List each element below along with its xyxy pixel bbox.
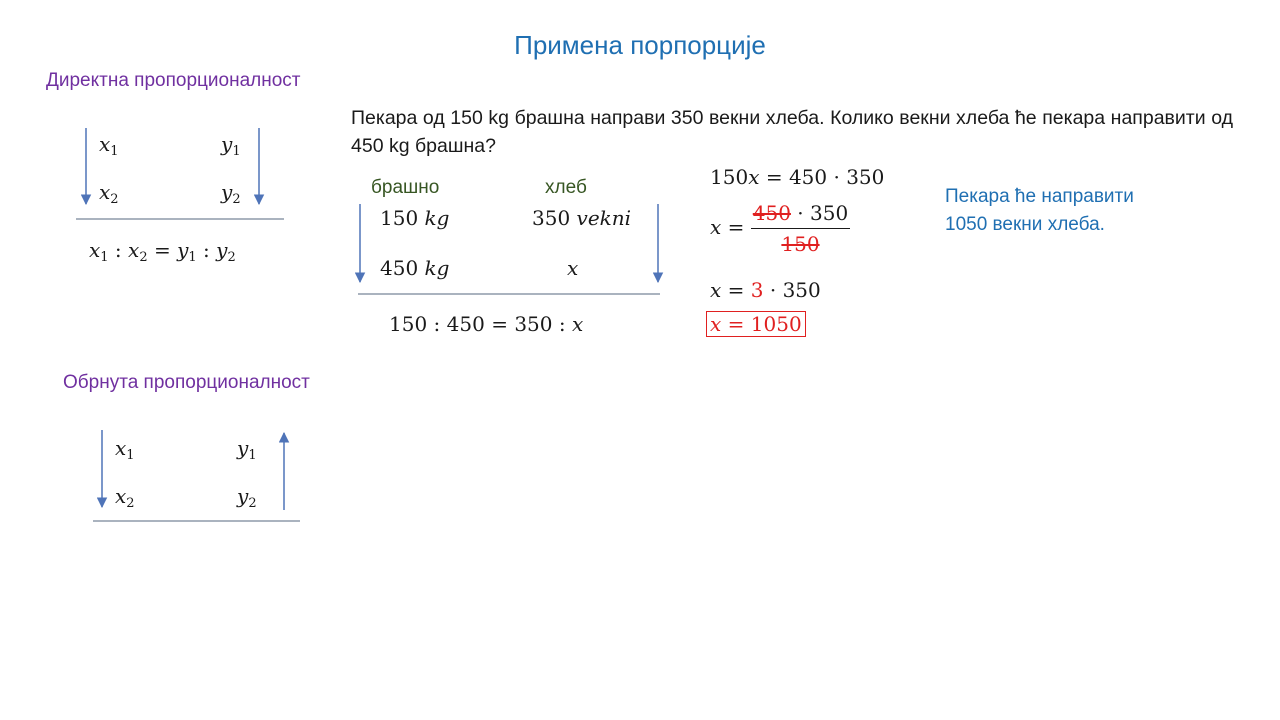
table-proportion: 150 : 450 = 350 : x <box>389 312 584 336</box>
direct-x2: $x_2$ <box>99 180 119 207</box>
table-label-bread: хлеб <box>545 177 587 198</box>
solution-step3: x = 3 · 350 <box>710 278 821 302</box>
struck-150: 150 <box>781 232 820 256</box>
final-answer-box: x = 1050 <box>706 311 806 337</box>
solution-step4 <box>706 312 806 336</box>
struck-450: 450 <box>752 201 791 225</box>
reduced-factor: 3 <box>750 278 764 302</box>
inverse-heading: Обрнута пропорционалност <box>63 372 310 393</box>
inverse-x1: $x_1$ <box>115 436 135 463</box>
solution-step1: 150x = 450 · 350 <box>710 165 885 189</box>
table-r1c1: 150 kg <box>380 206 450 230</box>
answer-line-1: Пекара ће направити <box>945 186 1134 207</box>
inverse-y2: $y_2$ <box>237 484 257 511</box>
direct-y1: $y_1$ <box>221 132 241 159</box>
inverse-y1: $y_1$ <box>237 436 257 463</box>
answer-line-2: 1050 векни хлеба. <box>945 214 1105 235</box>
answer-text <box>945 183 1134 239</box>
problem-text: Пекара од 150 kg брашна направи 350 векни хлеба. Колико векни хлеба ће пекара направити од 450 kg брашна? <box>351 107 1233 157</box>
solution-fraction: $\frac{450 \cdot 350}{150}$ <box>752 201 849 256</box>
table-r2c1: 450 kg <box>380 256 450 280</box>
direct-x1: $x_1$ <box>99 132 119 159</box>
direct-formula: $x_1$ : $x_2 = y_1$ : $y_2$ <box>89 238 236 265</box>
direct-heading: Директна пропорционалност <box>46 70 301 91</box>
solution-step2: x = $\frac{450 \cdot 350}{150}$ <box>710 201 849 256</box>
table-label-flour: брашно <box>371 177 440 198</box>
page-title: Примена порпорције <box>514 30 766 60</box>
direct-y2: $y_2$ <box>221 180 241 207</box>
table-r1c2: 350 vekni <box>532 206 632 230</box>
inverse-x2: $x_2$ <box>115 484 135 511</box>
table-r2c2: x <box>567 256 579 280</box>
